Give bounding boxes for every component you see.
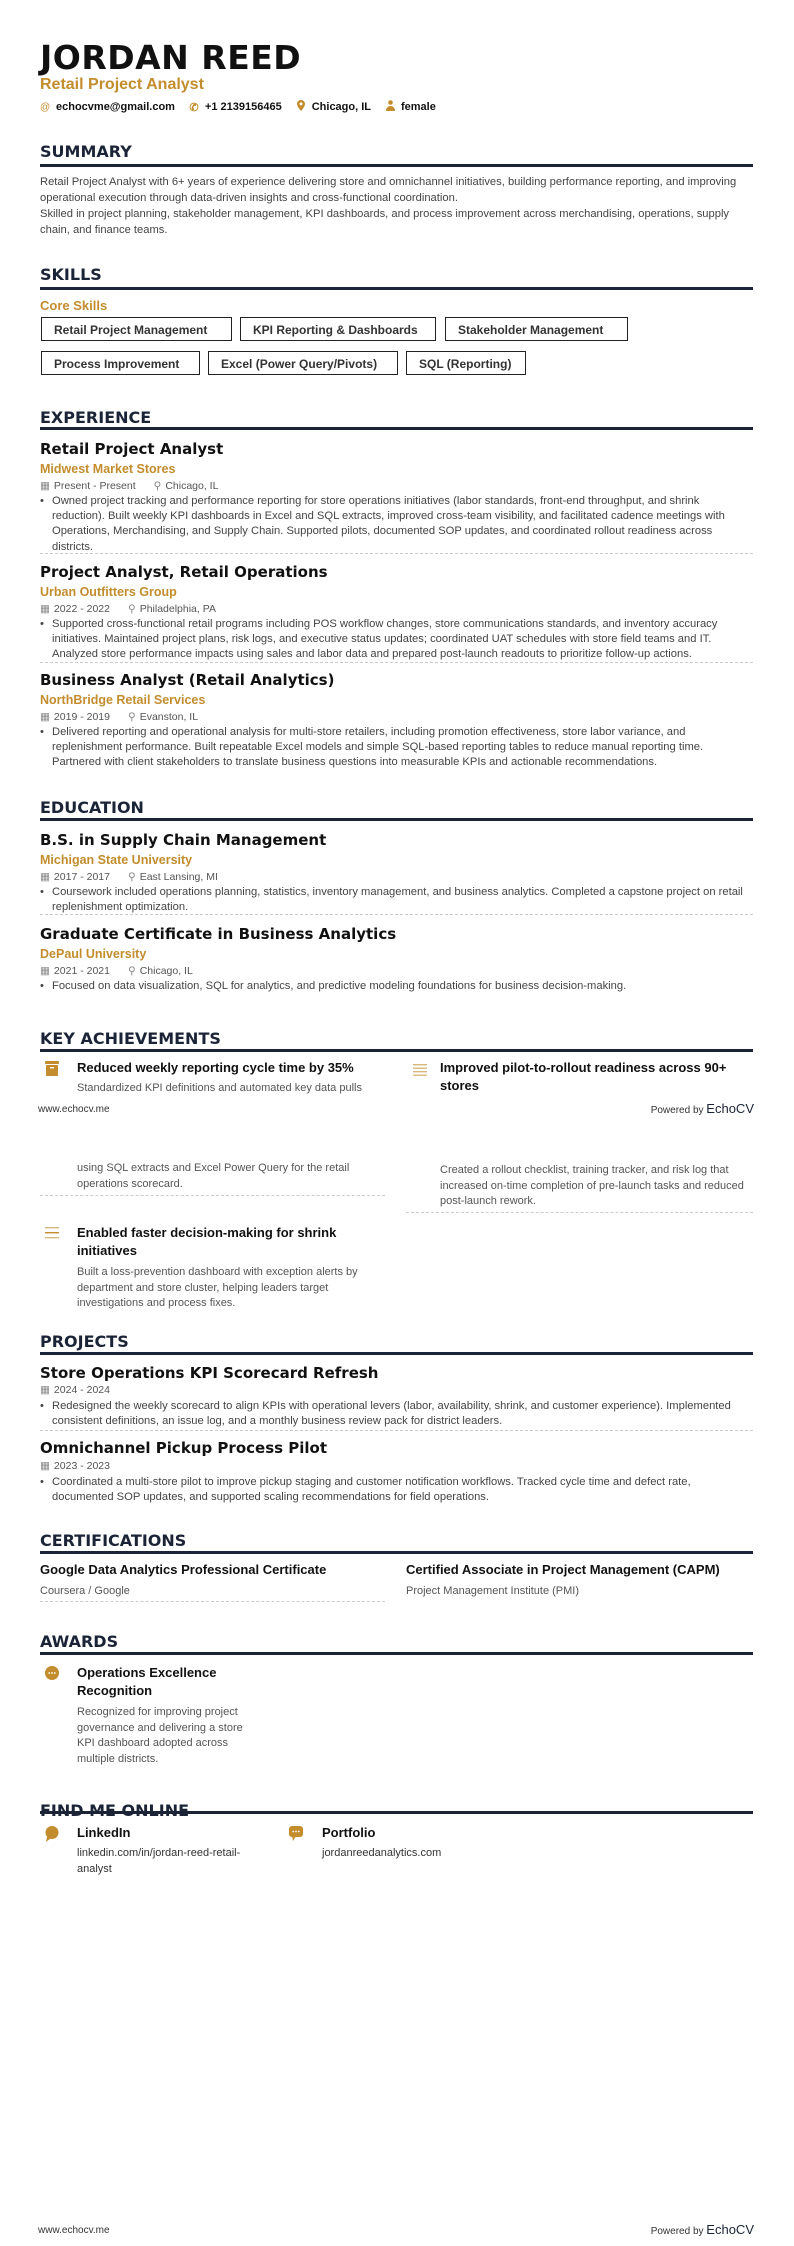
location-icon: ⚲ bbox=[127, 711, 136, 723]
email-text: echocvme@gmail.com bbox=[56, 101, 175, 113]
section-rule bbox=[40, 427, 753, 430]
divider bbox=[40, 1195, 385, 1196]
chat-dots-icon bbox=[287, 1826, 305, 1847]
calendar-icon: ▦ bbox=[40, 711, 50, 723]
skill-chip: KPI Reporting & Dashboards bbox=[240, 317, 436, 341]
contact-bar bbox=[40, 100, 436, 114]
skills-group-label: Core Skills bbox=[40, 298, 108, 313]
job-meta bbox=[40, 711, 198, 723]
footer-powered-by bbox=[651, 1101, 754, 1116]
awards-heading: AWARDS bbox=[40, 1632, 119, 1651]
education-heading: EDUCATION bbox=[40, 798, 144, 817]
education-location: Chicago, IL bbox=[139, 965, 193, 977]
job-bullet: • Delivered reporting and operational analysis for multi-store retailers, including promotion effectiveness, store labor variance, and replenishment performance. Built repeatable Excel models and simple SQL-based reporting tables to reduce manual reporting time. Partnered with client stakeholders to translate business questions into measurable KPIs and actionable recommendations. bbox=[40, 725, 753, 771]
achievement-description: Built a loss-prevention dashboard with exception alerts by department and store cluster, helping leaders target investigations and process fixes. bbox=[77, 1266, 358, 1309]
project-title: Store Operations KPI Scorecard Refresh bbox=[40, 1364, 379, 1382]
project-bullet: • Coordinated a multi-store pilot to improve pickup staging and customer notification workflows. Tracked cycle time and defect rate, documented SOP updates, and supported scaling recommendations for field operations. bbox=[40, 1475, 753, 1505]
education-bullet: • Coursework included operations planning, statistics, inventory management, and business analytics. Completed a capstone project on retail replenishment optimization. bbox=[40, 885, 753, 915]
phone-text: +1 2139156465 bbox=[204, 101, 282, 113]
experience-heading: EXPERIENCE bbox=[40, 408, 152, 427]
footer-powered-by-page2 bbox=[651, 2222, 754, 2237]
online-link[interactable]: jordanreedanalytics.com bbox=[322, 1847, 442, 1859]
achievements-heading: KEY ACHIEVEMENTS bbox=[40, 1029, 221, 1048]
powered-label: Powered by bbox=[650, 1105, 704, 1116]
chat-dots-icon bbox=[43, 1666, 61, 1685]
project-dates: 2024 - 2024 bbox=[53, 1384, 110, 1396]
brand-name: EchoCV bbox=[706, 2222, 754, 2237]
job-location: Chicago, IL bbox=[165, 480, 219, 492]
education-dates: 2017 - 2017 bbox=[53, 871, 110, 883]
calendar-icon: ▦ bbox=[40, 480, 50, 492]
brand-name: EchoCV bbox=[706, 1101, 754, 1116]
location-icon bbox=[296, 100, 306, 114]
section-rule bbox=[40, 287, 753, 290]
gender-text: female bbox=[401, 101, 436, 113]
job-location: Philadelphia, PA bbox=[139, 603, 216, 615]
project-dates: 2023 - 2023 bbox=[53, 1460, 110, 1472]
job-title: Project Analyst, Retail Operations bbox=[40, 563, 328, 581]
company-name: Urban Outfitters Group bbox=[40, 585, 177, 599]
achievement-title: Improved pilot-to-rollout readiness across 90+ stores bbox=[440, 1060, 727, 1093]
project-meta bbox=[40, 1384, 110, 1396]
online-link[interactable]: linkedin.com/in/jordan-reed-retail-analyst bbox=[77, 1847, 241, 1875]
calendar-icon: ▦ bbox=[40, 871, 50, 883]
achievement-title: Enabled faster decision-making for shrink initiatives bbox=[77, 1225, 337, 1258]
section-rule bbox=[40, 1652, 753, 1655]
divider bbox=[40, 662, 753, 663]
school-name: Michigan State University bbox=[40, 853, 193, 867]
education-location: East Lansing, MI bbox=[139, 871, 218, 883]
projects-heading: PROJECTS bbox=[40, 1332, 129, 1351]
online-label: LinkedIn bbox=[77, 1825, 131, 1840]
project-bullet: • Redesigned the weekly scorecard to align KPIs with operational levers (labor, availability, shrink, and customer experience). Implemented consistent definitions, an issue log, and a monthly business review pack for district leaders. bbox=[40, 1399, 753, 1429]
skill-chip: Excel (Power Query/Pivots) bbox=[208, 351, 398, 375]
summary-paragraph-2: Skilled in project planning, stakeholder management, KPI dashboards, and process improvement across merchandising, operations, supply chain, and finance teams. bbox=[40, 208, 730, 236]
calendar-icon: ▦ bbox=[40, 603, 50, 615]
certification-issuer: Project Management Institute (PMI) bbox=[406, 1585, 580, 1597]
contact-gender bbox=[385, 100, 436, 114]
certification-name: Certified Associate in Project Management (CAPM) bbox=[406, 1562, 720, 1577]
certification-name: Google Data Analytics Professional Certificate bbox=[40, 1562, 327, 1577]
location-icon: ⚲ bbox=[153, 480, 162, 492]
person-icon bbox=[385, 100, 395, 114]
summary-paragraph-1: Retail Project Analyst with 6+ years of experience delivering store and omnichannel initiatives, building performance reporting, and improving operational execution through data-driven insights and cross-functional coordination. bbox=[40, 176, 737, 204]
company-name: NorthBridge Retail Services bbox=[40, 693, 206, 707]
skill-chip: SQL (Reporting) bbox=[406, 351, 526, 375]
award-description: Recognized for improving project governance and delivering a store KPI dashboard adopted across multiple districts. bbox=[77, 1706, 243, 1765]
degree-title: Graduate Certificate in Business Analytics bbox=[40, 925, 397, 943]
education-meta bbox=[40, 871, 218, 883]
divider bbox=[40, 1430, 753, 1431]
project-title: Omnichannel Pickup Process Pilot bbox=[40, 1439, 328, 1457]
location-icon: ⚲ bbox=[127, 965, 136, 977]
speech-bubble-icon bbox=[43, 1826, 61, 1847]
school-name: DePaul University bbox=[40, 947, 147, 961]
footer-website[interactable]: www.echocv.me bbox=[38, 1104, 110, 1115]
archive-box-icon bbox=[43, 1061, 61, 1082]
skill-chip: Stakeholder Management bbox=[445, 317, 628, 341]
section-rule bbox=[40, 1811, 753, 1814]
job-bullet: • Supported cross-functional retail programs including POS workflow changes, store communications standards, and inventory accuracy initiatives. Maintained project plans, risk logs, and executive status updates; coordinated UAT schedules with store field teams and IT. Analyzed store performance impacts using sales and labor data and prepared post-launch readouts to prioritize follow-up actions. bbox=[40, 617, 753, 663]
section-rule bbox=[40, 1049, 753, 1052]
skills-heading: SKILLS bbox=[40, 265, 102, 284]
project-meta bbox=[40, 1460, 110, 1472]
job-dates: 2019 - 2019 bbox=[53, 711, 110, 723]
skill-chip: Retail Project Management bbox=[41, 317, 232, 341]
achievement-description: using SQL extracts and Excel Power Query for the retail operations scorecard. bbox=[77, 1162, 350, 1190]
job-meta bbox=[40, 480, 218, 492]
location-icon: ⚲ bbox=[127, 603, 136, 615]
section-rule bbox=[40, 1551, 753, 1554]
list-lines-icon bbox=[411, 1063, 429, 1082]
section-rule bbox=[40, 818, 753, 821]
section-rule bbox=[40, 164, 753, 167]
achievement-description: Created a rollout checklist, training tracker, and risk log that increased on-time completion of pre-launch tasks and reduced post-launch rework. bbox=[440, 1164, 744, 1207]
job-bullet: • Owned project tracking and performance reporting for store operations initiatives (labor standards, front-end throughput, and shrink reduction). Built weekly KPI dashboards in Excel and SQL extracts, improved cross-team visibility, and facilitated cadence meetings with Operations, Merchandising, and Supply Chain. Supported pilots, documented SOP updates, and coordinated rollout readiness across districts. bbox=[40, 494, 753, 555]
degree-title: B.S. in Supply Chain Management bbox=[40, 831, 327, 849]
achievement-description: Standardized KPI definitions and automated key data pulls bbox=[77, 1082, 362, 1094]
education-bullet: • Focused on data visualization, SQL for analytics, and predictive modeling foundations for business decision-making. bbox=[40, 979, 753, 994]
calendar-icon: ▦ bbox=[40, 1384, 50, 1396]
list-lines-icon bbox=[43, 1226, 61, 1244]
skill-chip: Process Improvement bbox=[41, 351, 200, 375]
contact-phone[interactable] bbox=[189, 101, 282, 114]
divider bbox=[40, 914, 753, 915]
job-dates: 2022 - 2022 bbox=[53, 603, 110, 615]
footer-website-page2[interactable]: www.echocv.me bbox=[38, 2225, 110, 2236]
candidate-title: Retail Project Analyst bbox=[40, 76, 204, 93]
education-dates: 2021 - 2021 bbox=[53, 965, 110, 977]
at-icon: @ bbox=[40, 101, 51, 113]
phone-icon: ✆ bbox=[189, 101, 199, 114]
calendar-icon: ▦ bbox=[40, 1460, 50, 1472]
job-title: Retail Project Analyst bbox=[40, 440, 224, 458]
location-icon: ⚲ bbox=[127, 871, 136, 883]
location-text: Chicago, IL bbox=[311, 101, 371, 113]
powered-label: Powered by bbox=[650, 2226, 704, 2237]
calendar-icon: ▦ bbox=[40, 965, 50, 977]
certification-issuer: Coursera / Google bbox=[40, 1585, 130, 1597]
summary-heading: SUMMARY bbox=[40, 142, 132, 161]
divider bbox=[406, 1212, 753, 1213]
certifications-heading: CERTIFICATIONS bbox=[40, 1531, 187, 1550]
award-title: Operations Excellence Recognition bbox=[77, 1665, 217, 1698]
job-title: Business Analyst (Retail Analytics) bbox=[40, 671, 335, 689]
job-dates: Present - Present bbox=[53, 480, 136, 492]
achievement-title: Reduced weekly reporting cycle time by 35% bbox=[77, 1060, 354, 1075]
section-rule bbox=[40, 1352, 753, 1355]
company-name: Midwest Market Stores bbox=[40, 462, 176, 476]
education-meta bbox=[40, 965, 193, 977]
job-location: Evanston, IL bbox=[139, 711, 199, 723]
divider bbox=[40, 553, 753, 554]
contact-email[interactable] bbox=[40, 101, 175, 113]
candidate-name: JORDAN REED bbox=[40, 38, 302, 77]
contact-location bbox=[296, 100, 371, 114]
job-meta bbox=[40, 603, 216, 615]
online-label: Portfolio bbox=[322, 1825, 376, 1840]
divider bbox=[40, 1601, 385, 1602]
